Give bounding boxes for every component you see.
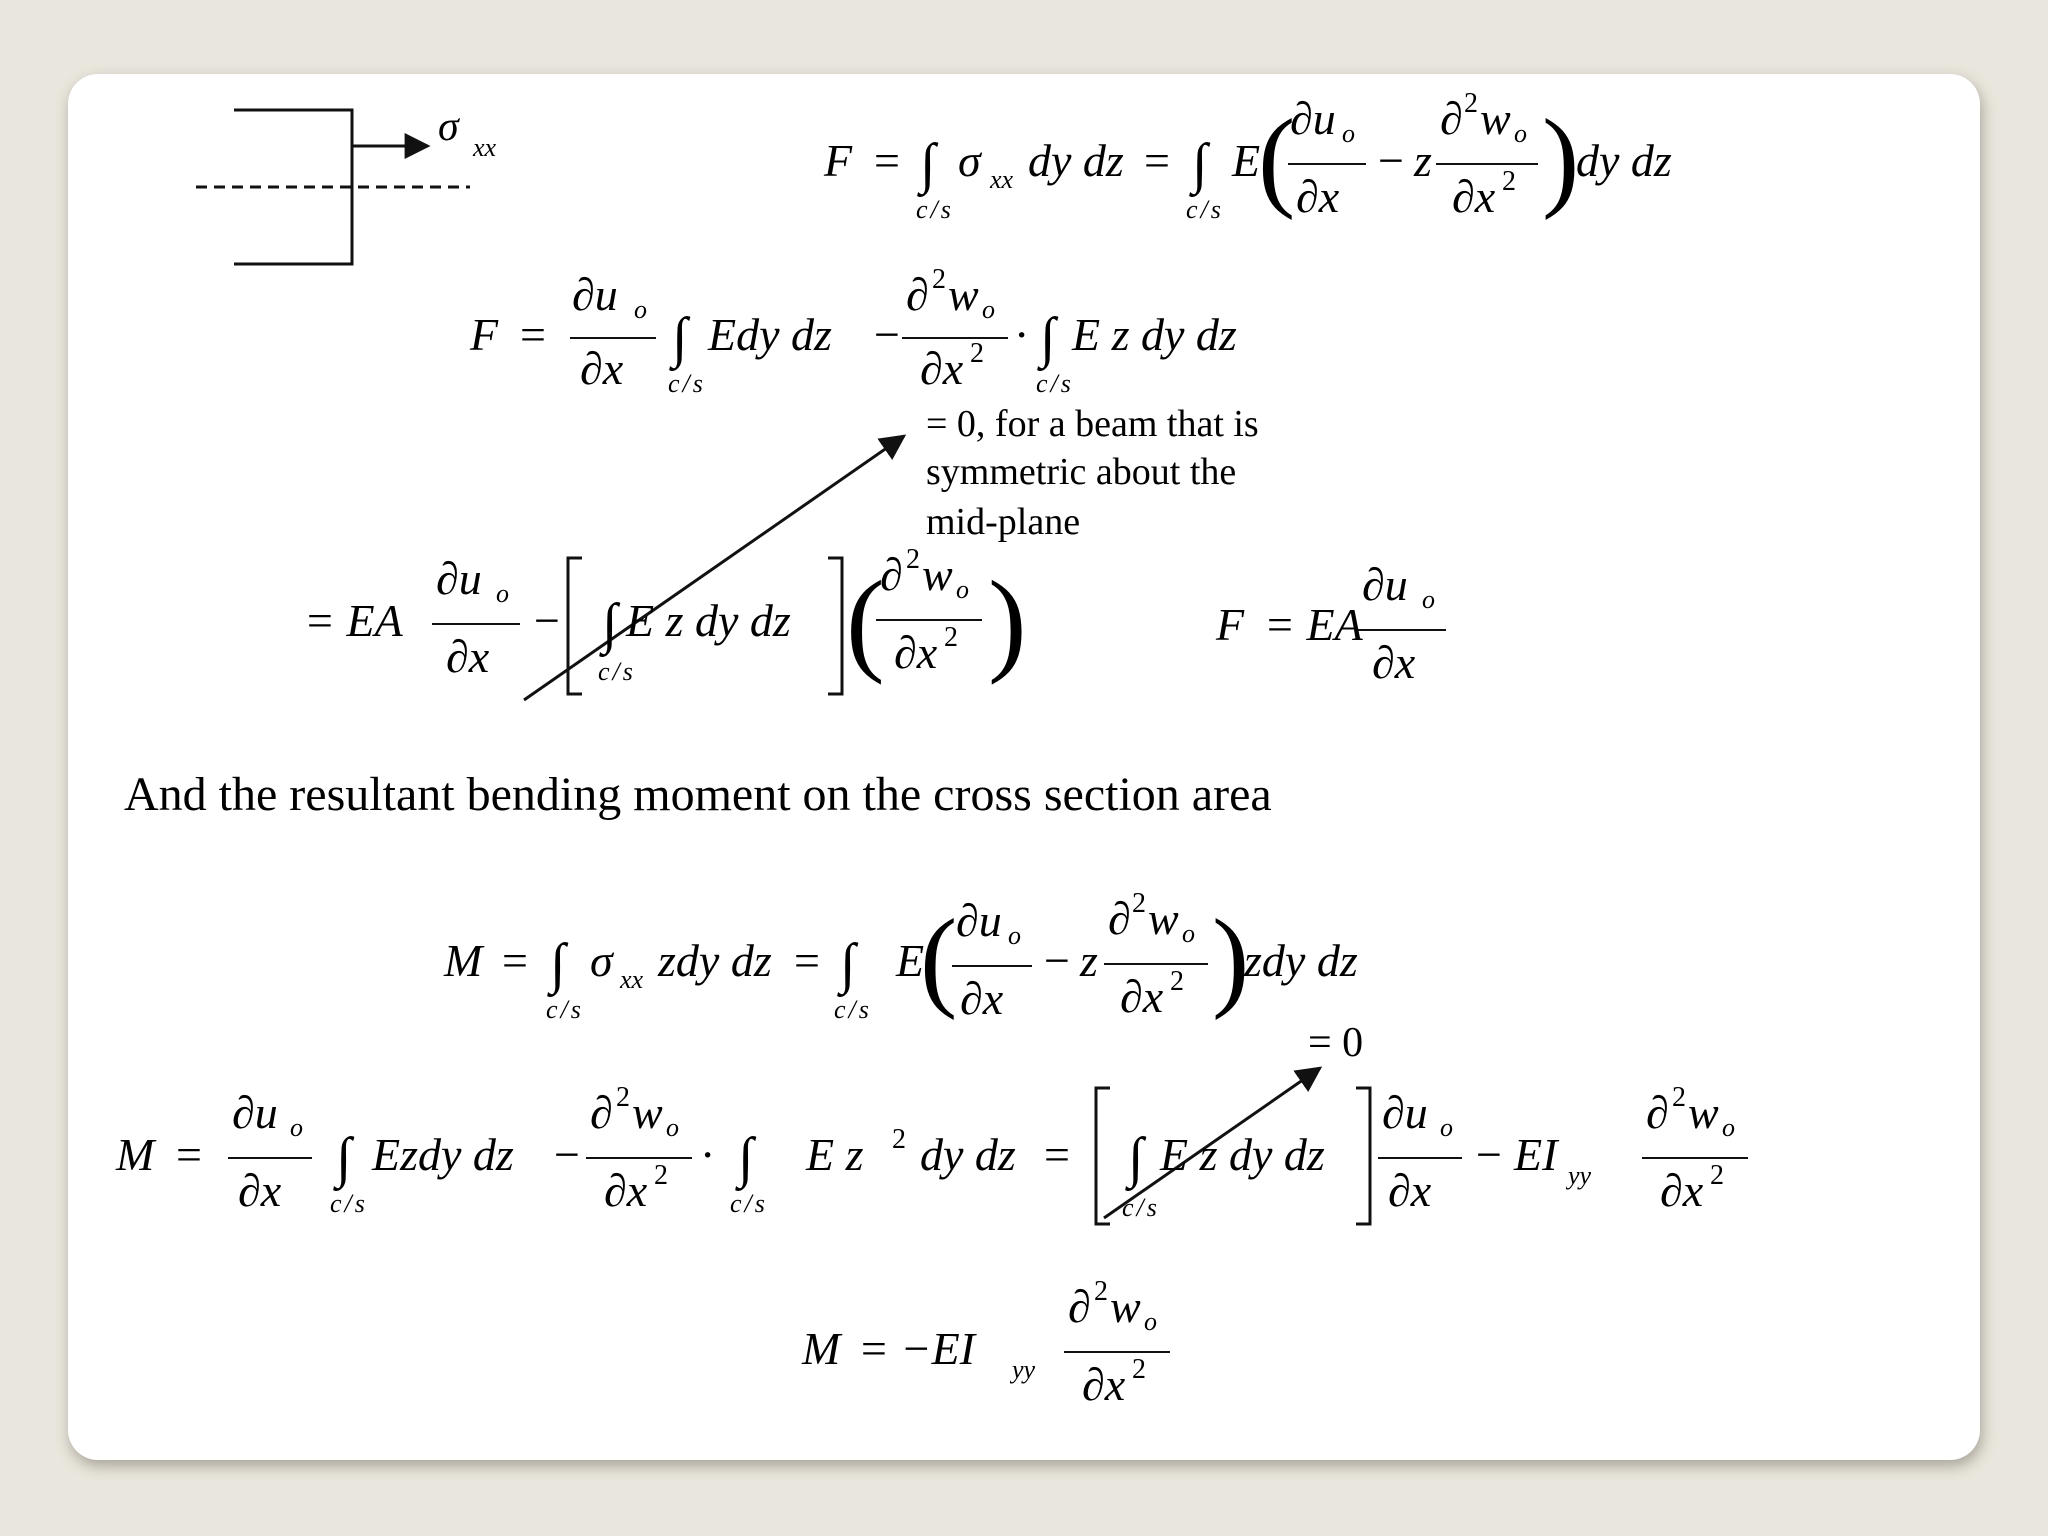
eq3-bracket-content: E z dy dz bbox=[626, 595, 791, 646]
equation-force-definition bbox=[823, 88, 1672, 224]
eq1-integral-1: ∫ bbox=[920, 133, 936, 195]
eq5-lbracket bbox=[1096, 1088, 1110, 1224]
eq5-d2-b: ∂ bbox=[1646, 1087, 1669, 1138]
eq3-dx2-sq: 2 bbox=[944, 622, 958, 653]
eq4-integral-2: ∫ bbox=[840, 933, 856, 995]
equation-moment-expanded bbox=[115, 1082, 1748, 1224]
eq6-dx2-sq: 2 bbox=[1132, 1354, 1146, 1385]
eq1-du-sub: o bbox=[1342, 119, 1355, 148]
slide bbox=[68, 74, 1980, 1460]
eq2-d2: ∂ bbox=[906, 269, 929, 320]
eq2-dx: ∂x bbox=[580, 343, 624, 394]
eq5-du-2-sub: o bbox=[1440, 1113, 1453, 1142]
eq4-lhs: M bbox=[444, 935, 483, 986]
eq4-w-sub: o bbox=[1182, 919, 1195, 948]
eq5-dx2-b-sq: 2 bbox=[1710, 1160, 1724, 1191]
equation-moment-final bbox=[801, 1276, 1170, 1410]
eq3r-lhs: F bbox=[1216, 599, 1245, 650]
eq1-dx2: ∂x bbox=[1452, 171, 1496, 222]
eq3-w-sub: o bbox=[956, 575, 969, 604]
equation-force-final bbox=[1215, 559, 1446, 688]
eq4-du-sub: o bbox=[1008, 921, 1021, 950]
eq6-dx2: ∂x bbox=[1082, 1359, 1126, 1410]
eq1-E: E bbox=[1232, 135, 1261, 186]
eq4-rparen: ) bbox=[1212, 897, 1250, 1021]
eq1-dydz-2: dy dz bbox=[1576, 135, 1672, 186]
eq5-minus-2: − bbox=[1476, 1129, 1502, 1180]
eq2-integral-2: ∫ bbox=[1040, 307, 1056, 369]
eq6-w-sub: o bbox=[1144, 1307, 1157, 1336]
equation-force-result-expanded bbox=[304, 544, 1027, 694]
eq1-lparen: ( bbox=[1258, 97, 1296, 221]
eq1-d2-sq: 2 bbox=[1464, 88, 1478, 119]
eq2-du: ∂u bbox=[572, 269, 618, 320]
eq3r-du: ∂u bbox=[1362, 559, 1408, 610]
eq1-limit-1: c/s bbox=[916, 195, 954, 224]
eq1-equals-2: = bbox=[1144, 135, 1170, 186]
eq4-zdydz-1: zdy dz bbox=[658, 935, 772, 986]
eq5-dx2: ∂x bbox=[604, 1165, 648, 1216]
eq5-dx2-sq: 2 bbox=[654, 1160, 668, 1191]
eq1-du: ∂u bbox=[1290, 93, 1336, 144]
eq5-limit-3: c/s bbox=[1122, 1193, 1160, 1222]
eq2-lhs: F bbox=[470, 309, 499, 360]
eq3-rparen: ) bbox=[988, 558, 1027, 686]
eq5-EI: EI bbox=[1514, 1129, 1558, 1180]
equation-force-expanded bbox=[469, 264, 1237, 398]
eq5-limit-1: c/s bbox=[330, 1189, 368, 1218]
eq5-du: ∂u bbox=[232, 1087, 278, 1138]
equation-canvas bbox=[68, 74, 1980, 1460]
eq2-equals: = bbox=[520, 309, 546, 360]
eq6-yy: yy bbox=[1012, 1355, 1036, 1384]
annotation-1-line-2: symmetric about the bbox=[926, 451, 1237, 493]
eq5-equals-1: = bbox=[176, 1129, 202, 1180]
eq2-dx2: ∂x bbox=[920, 343, 964, 394]
eq5-w-sub: o bbox=[666, 1113, 679, 1142]
eq5-z-sq: 2 bbox=[892, 1124, 906, 1155]
eq6-d2-sq: 2 bbox=[1094, 1276, 1108, 1307]
eq3-du-sub: o bbox=[496, 579, 509, 608]
eq3-dx: ∂x bbox=[446, 631, 490, 682]
eq5-dx: ∂x bbox=[238, 1165, 282, 1216]
eq3-d2: ∂ bbox=[880, 549, 903, 600]
eq5-dx2-b: ∂x bbox=[1660, 1165, 1704, 1216]
equation-moment-definition bbox=[443, 888, 1358, 1024]
eq3-rbracket bbox=[828, 558, 842, 694]
annotation-1-line-1: = 0, for a beam that is bbox=[926, 403, 1259, 445]
eq4-dx2-sq: 2 bbox=[1170, 966, 1184, 997]
eq1-limit-2: c/s bbox=[1186, 195, 1224, 224]
eq5-d2-sq: 2 bbox=[616, 1082, 630, 1113]
eq5-integral-3: ∫ bbox=[1128, 1127, 1144, 1189]
eq3-limit: c/s bbox=[598, 657, 636, 686]
eq1-dx: ∂x bbox=[1296, 171, 1340, 222]
cross-section-diagram bbox=[196, 104, 497, 264]
stress-label: σ bbox=[438, 104, 459, 150]
eq2-d2-sq: 2 bbox=[932, 264, 946, 295]
eq3-minus: − bbox=[534, 595, 560, 646]
eq4-dx2: ∂x bbox=[1120, 971, 1164, 1022]
eq5-lhs: M bbox=[116, 1129, 155, 1180]
eq4-sigma-sub: xx bbox=[620, 965, 644, 994]
eq3-lead: = EA bbox=[304, 595, 403, 646]
eq4-minus: − bbox=[1044, 935, 1070, 986]
eq1-dx2-sq: 2 bbox=[1502, 166, 1516, 197]
eq4-equals-1: = bbox=[502, 935, 528, 986]
eq4-sigma: σ bbox=[590, 935, 613, 986]
eq1-d2: ∂ bbox=[1440, 93, 1463, 144]
eq3r-rhs: = EA bbox=[1264, 599, 1363, 650]
eq2-integral-1: ∫ bbox=[672, 307, 688, 369]
eq5-bracket-content: E z dy dz bbox=[1160, 1129, 1325, 1180]
eq3-integral: ∫ bbox=[602, 593, 618, 655]
eq5-Ez: E z bbox=[806, 1129, 864, 1180]
eq2-dot: · bbox=[1014, 309, 1030, 360]
eq1-w-sub: o bbox=[1514, 119, 1527, 148]
eq5-w: w bbox=[632, 1087, 663, 1138]
eq2-w: w bbox=[948, 269, 979, 320]
eq3-d2-sq: 2 bbox=[906, 544, 920, 575]
eq3r-dx: ∂x bbox=[1372, 637, 1416, 688]
eq2-minus: − bbox=[874, 309, 900, 360]
eq1-w: w bbox=[1480, 93, 1511, 144]
eq5-rbracket bbox=[1356, 1088, 1370, 1224]
eq6-lhs: M bbox=[802, 1323, 841, 1374]
eq5-w-b-sub: o bbox=[1722, 1113, 1735, 1142]
eq5-w-b: w bbox=[1688, 1087, 1719, 1138]
eq4-z: z bbox=[1080, 935, 1098, 986]
eq2-Edydz: Edy dz bbox=[708, 309, 832, 360]
eq5-equals-2: = bbox=[1044, 1129, 1070, 1180]
eq1-lhs: F bbox=[824, 135, 853, 186]
eq3r-du-sub: o bbox=[1422, 585, 1435, 614]
eq1-sigma-sub: xx bbox=[990, 165, 1014, 194]
paragraph-bending-moment: And the resultant bending moment on the cross section area bbox=[124, 768, 1272, 821]
eq3-w: w bbox=[922, 549, 953, 600]
eq4-equals-2: = bbox=[794, 935, 820, 986]
eq4-dx: ∂x bbox=[960, 973, 1004, 1024]
eq5-minus-1: − bbox=[554, 1129, 580, 1180]
eq5-yy: yy bbox=[1568, 1161, 1592, 1190]
eq5-integral-2: ∫ bbox=[738, 1127, 754, 1189]
eq5-limit-2: c/s bbox=[730, 1189, 768, 1218]
annotation-zero: = 0 bbox=[1308, 1020, 1364, 1066]
eq2-dx2-sq: 2 bbox=[970, 338, 984, 369]
eq4-d2-sq: 2 bbox=[1132, 888, 1146, 919]
eq2-w-sub: o bbox=[982, 295, 995, 324]
eq6-d2: ∂ bbox=[1068, 1281, 1091, 1332]
eq4-integral-1: ∫ bbox=[550, 933, 566, 995]
eq6-rhs: = −EI bbox=[858, 1323, 975, 1374]
eq4-du: ∂u bbox=[956, 895, 1002, 946]
annotation-1-line-3: mid-plane bbox=[926, 501, 1081, 543]
eq4-zdydz-2: zdy dz bbox=[1244, 935, 1358, 986]
eq2-du-sub: o bbox=[634, 295, 647, 324]
eq6-w: w bbox=[1110, 1281, 1141, 1332]
eq1-dydz-1: dy dz bbox=[1028, 135, 1124, 186]
eq1-z: z bbox=[1414, 135, 1432, 186]
eq4-E: E bbox=[896, 935, 925, 986]
eq2-Ezdydz: E z dy dz bbox=[1072, 309, 1237, 360]
eq1-minus: − bbox=[1378, 135, 1404, 186]
eq3-du: ∂u bbox=[436, 553, 482, 604]
eq4-d2: ∂ bbox=[1108, 893, 1131, 944]
eq5-d2: ∂ bbox=[590, 1087, 613, 1138]
eq5-du-2: ∂u bbox=[1382, 1087, 1428, 1138]
eq5-du-sub: o bbox=[290, 1113, 303, 1142]
eq5-dx-2: ∂x bbox=[1388, 1165, 1432, 1216]
eq1-rparen: ) bbox=[1542, 97, 1580, 221]
eq2-limit-1: c/s bbox=[668, 369, 706, 398]
eq5-dydz: dy dz bbox=[920, 1129, 1016, 1180]
eq5-dot: · bbox=[700, 1129, 716, 1180]
eq3-lparen: ( bbox=[846, 558, 885, 686]
eq2-limit-2: c/s bbox=[1036, 369, 1074, 398]
eq1-integral-2: ∫ bbox=[1192, 133, 1208, 195]
eq4-lparen: ( bbox=[920, 897, 958, 1021]
eq1-equals-1: = bbox=[874, 135, 900, 186]
eq3-dx2: ∂x bbox=[894, 627, 938, 678]
eq3-lbracket bbox=[568, 558, 582, 694]
eq5-d2-b-sq: 2 bbox=[1672, 1082, 1686, 1113]
eq5-integral-1: ∫ bbox=[336, 1127, 352, 1189]
eq1-sigma: σ bbox=[958, 135, 981, 186]
eq4-limit-2: c/s bbox=[834, 995, 872, 1024]
eq5-Ezdydz: Ezdy dz bbox=[372, 1129, 514, 1180]
stress-subscript: xx bbox=[473, 133, 497, 162]
eq4-limit-1: c/s bbox=[546, 995, 584, 1024]
eq4-w: w bbox=[1148, 893, 1179, 944]
